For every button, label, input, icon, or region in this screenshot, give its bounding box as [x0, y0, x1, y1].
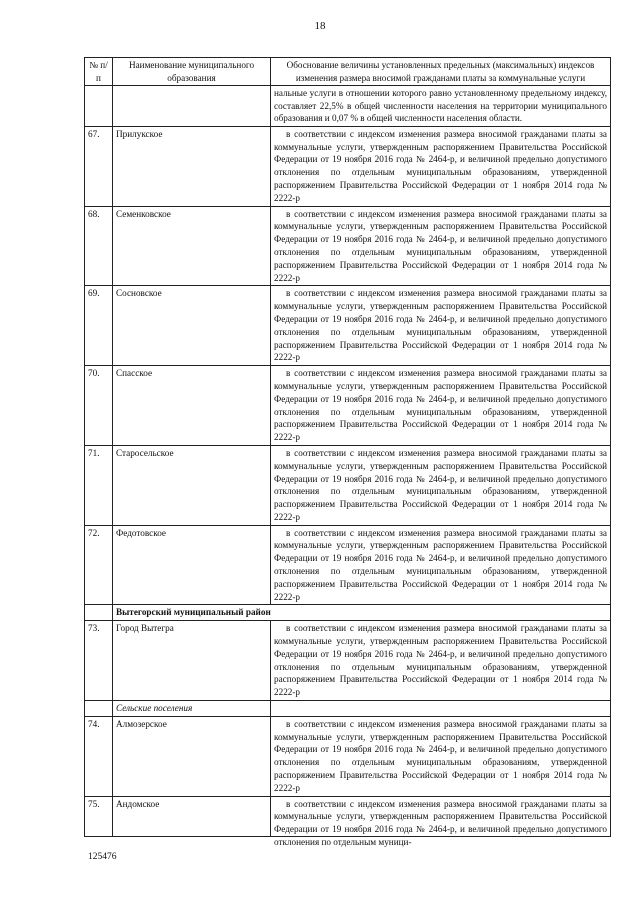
table-row [85, 621, 611, 701]
cell-text-content: в соответствии с индексом изменения размера вносимой гражданами платы за коммунальные услуги, утвержденным распоряжением Правительства Российской Федерации от 19 ноября 2016 года № 2464-р, и величиной предельно допустимого отклонения по отдельным муниципальным образованиям, утвержденной распоряжением Правительства Российской Федерации от 1 ноября 2014 года № 2222-р [274, 288, 607, 363]
table-row [85, 126, 611, 206]
cell-text [271, 286, 611, 366]
cell-text: нальные услуги в отношении которого равно установленному предельному индексу, составляет 22,5% в общей численности населения на территории муниципального образования и 0,07 % в общей численности населения области. [271, 86, 611, 127]
cell-text [271, 206, 611, 286]
indices-table [84, 57, 611, 848]
table-header-row [85, 58, 611, 86]
cell-text-content: в соответствии с индексом изменения размера вносимой гражданами платы за коммунальные услуги, утвержденным распоряжением Правительства Российской Федерации от 19 ноября 2016 года № 2464-р, и величиной предельно допустимого отклонения по отдельным муниципальным образованиям, утвержденной распоряжением Правительства Российской Федерации от 1 ноября 2014 года № 2222-р [274, 128, 607, 203]
cell-num: 67. [85, 126, 113, 206]
cell-text-content: в соответствии с индексом изменения размера вносимой гражданами платы за коммунальные услуги, утвержденным распоряжением Правительства Российской Федерации от 19 ноября 2016 года № 2464-р, и величиной предельно допустимого отклонения по отдельным муниципальным образованиям, утвержденной распоряжением Правительства Российской Федерации от 1 ноября 2014 года № 2222-р [274, 527, 607, 602]
cell-num [85, 701, 113, 717]
table-row [85, 286, 611, 366]
cell-num [85, 86, 113, 127]
cell-num: 69. [85, 286, 113, 366]
subsection-title: Сельские поселения [113, 701, 271, 717]
table-row [85, 206, 611, 286]
cell-num: 75. [85, 796, 113, 836]
cell-text-content: в соответствии с индексом изменения размера вносимой гражданами платы за коммунальные услуги, утвержденным распоряжением Правительства Российской Федерации от 19 ноября 2016 года № 2464-р, и величиной предельно допустимого отклонения по отдельным муници- [274, 798, 607, 848]
cell-name: Сосновское [113, 286, 271, 366]
table-row [85, 525, 611, 605]
cell-text [271, 525, 611, 605]
cell-num: 68. [85, 206, 113, 286]
cell-text [271, 445, 611, 525]
table-row [85, 796, 611, 836]
cell-num: 72. [85, 525, 113, 605]
table-row-continuation [85, 86, 611, 127]
cell-name [113, 86, 271, 127]
section-title: Вытегорский муниципальный район [113, 605, 611, 621]
cell-name: Прилукское [113, 126, 271, 206]
cell-text-content: в соответствии с индексом изменения размера вносимой гражданами платы за коммунальные услуги, утвержденным распоряжением Правительства Российской Федерации от 19 ноября 2016 года № 2464-р, и величиной предельно допустимого отклонения по отдельным муниципальным образованиям, утвержденной распоряжением Правительства Российской Федерации от 1 ноября 2014 года № 2222-р [274, 447, 607, 522]
cell-text-content: в соответствии с индексом изменения размера вносимой гражданами платы за коммунальные услуги, утвержденным распоряжением Правительства Российской Федерации от 19 ноября 2016 года № 2464-р, и величиной предельно допустимого отклонения по отдельным муниципальным образованиям, утвержденной распоряжением Правительства Российской Федерации от 1 ноября 2014 года № 2222-р [274, 623, 607, 698]
cell-text [271, 621, 611, 701]
section-row [85, 605, 611, 621]
cell-text [271, 796, 611, 848]
cell-num: 71. [85, 445, 113, 525]
header-basis: Обоснование величины установленных предельных (максимальных) индексов изменения размера вносимой гражданами платы за коммунальные услуги [271, 58, 611, 86]
cell-name: Семенковское [113, 206, 271, 286]
cell-text [271, 701, 611, 717]
table-row [85, 445, 611, 525]
cell-name: Федотовское [113, 525, 271, 605]
document-code: 125476 [88, 852, 117, 862]
cell-text-clip [274, 798, 607, 848]
cell-name: Спасское [113, 366, 271, 446]
cell-name: Андомское [113, 796, 271, 836]
table-row [85, 716, 611, 796]
header-name: Наименование муниципального образования [113, 58, 271, 86]
cell-num: 70. [85, 366, 113, 446]
cell-text [271, 716, 611, 796]
cell-num: 74. [85, 716, 113, 796]
cell-text [271, 366, 611, 446]
header-num: № п/п [85, 58, 113, 86]
table-row [85, 366, 611, 446]
cell-num: 73. [85, 621, 113, 701]
cell-name: Город Вытегра [113, 621, 271, 701]
cell-text-content: в соответствии с индексом изменения размера вносимой гражданами платы за коммунальные услуги, утвержденным распоряжением Правительства Российской Федерации от 19 ноября 2016 года № 2464-р, и величиной предельно допустимого отклонения по отдельным муниципальным образованиям, утвержденной распоряжением Правительства Российской Федерации от 1 ноября 2014 года № 2222-р [274, 718, 607, 793]
cell-text-content: в соответствии с индексом изменения размера вносимой гражданами платы за коммунальные услуги, утвержденным распоряжением Правительства Российской Федерации от 19 ноября 2016 года № 2464-р, и величиной предельно допустимого отклонения по отдельным муниципальным образованиям, утвержденной распоряжением Правительства Российской Федерации от 1 ноября 2014 года № 2222-р [274, 208, 607, 283]
cell-text [271, 126, 611, 206]
cell-text-content: в соответствии с индексом изменения размера вносимой гражданами платы за коммунальные услуги, утвержденным распоряжением Правительства Российской Федерации от 19 ноября 2016 года № 2464-р, и величиной предельно допустимого отклонения по отдельным муниципальным образованиям, утвержденной распоряжением Правительства Российской Федерации от 1 ноября 2014 года № 2222-р [274, 368, 607, 443]
page-number: 18 [314, 20, 326, 32]
cell-num [85, 605, 113, 621]
cell-name: Алмозерское [113, 716, 271, 796]
cell-name: Старосельское [113, 445, 271, 525]
subsection-row [85, 701, 611, 717]
